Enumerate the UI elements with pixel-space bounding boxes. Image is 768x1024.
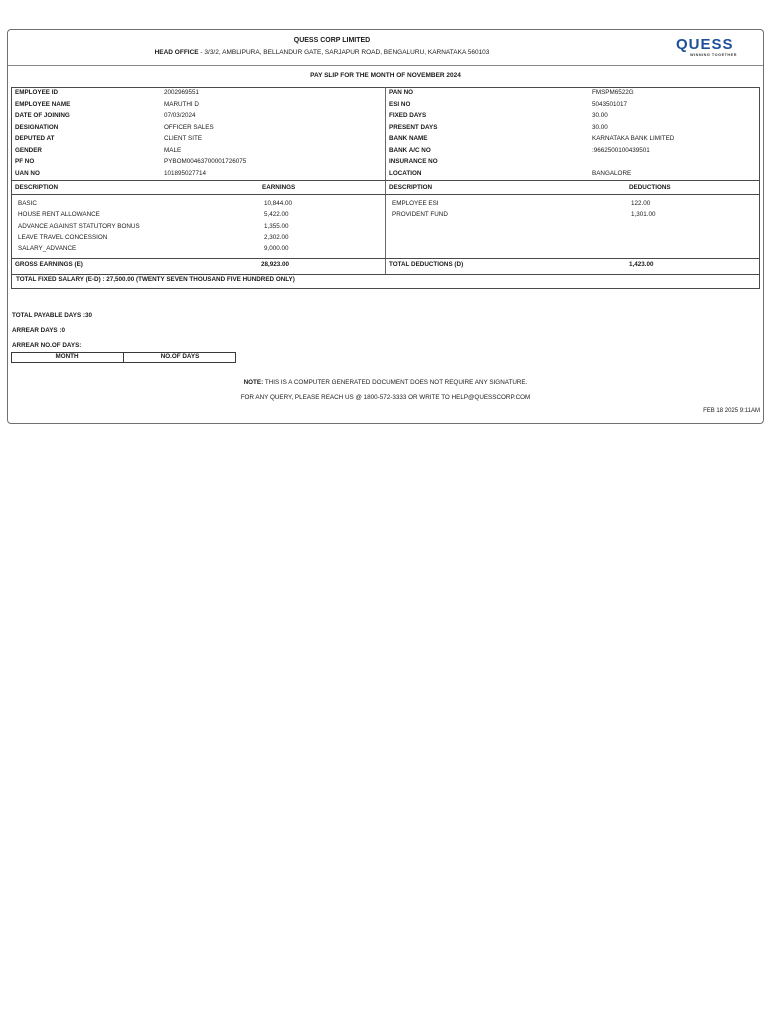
query-line: FOR ANY QUERY, PLEASE REACH US @ 1800-572-3333 OR WRITE TO HELP@QUESSCORP.COM — [240, 394, 531, 401]
label-location: LOCATION — [389, 170, 422, 177]
label-gender: GENDER — [15, 147, 42, 154]
earning-amount: 1,355.00 — [264, 223, 289, 230]
head-office-label: HEAD OFFICE — [154, 49, 199, 56]
label-deputed-at: DEPUTED AT — [15, 135, 55, 142]
value-fixed-days: 30.00 — [592, 112, 608, 119]
earning-description: LEAVE TRAVEL CONCESSION — [18, 234, 108, 241]
logo-tagline: WINNING TOGETHER — [690, 53, 737, 57]
label-esi-no: ESI NO — [389, 101, 411, 108]
deduction-description: EMPLOYEE ESI — [392, 200, 439, 207]
total-fixed-salary: TOTAL FIXED SALARY (E-D) : 27,500.00 (TWENTY SEVEN THOUSAND FIVE HUNDRED ONLY) — [16, 276, 295, 283]
earning-description: ADVANCE AGAINST STATUTORY BONUS — [18, 223, 140, 230]
value-uan-no: 101895027714 — [164, 170, 207, 177]
total-payable-days: TOTAL PAYABLE DAYS :30 — [12, 312, 93, 319]
value-gender: MALE — [164, 147, 182, 154]
value-esi-no: 5043501017 — [592, 101, 628, 108]
label-insurance-no: INSURANCE NO — [389, 158, 438, 165]
deduction-amount: 122.00 — [631, 200, 651, 207]
earning-amount: 2,302.00 — [264, 234, 289, 241]
value-bank-name: KARNATAKA BANK LIMITED — [592, 135, 675, 142]
header-row-divider — [11, 194, 760, 195]
earning-description: BASIC — [18, 200, 37, 207]
quess-logo — [676, 37, 756, 59]
value-designation: OFFICER SALES — [164, 124, 214, 131]
fixed-salary-divider — [11, 274, 760, 275]
value-present-days: 30.00 — [592, 124, 608, 131]
earnings-amount-header: EARNINGS — [262, 184, 296, 191]
value-location: BANGALORE — [592, 170, 632, 177]
value-deputed-at: CLIENT SITE — [164, 135, 203, 142]
value-pan-no: FMSPM6522G — [592, 89, 634, 96]
label-bank-ac-no: BANK A/C NO — [389, 147, 431, 154]
logo-wordmark: QUESS — [676, 36, 734, 53]
deductions-amount-header: DEDUCTIONS — [629, 184, 671, 191]
earning-description: SALARY_ADVANCE — [18, 245, 77, 252]
label-pf-no: PF NO — [15, 158, 35, 165]
head-office-address — [7, 49, 637, 56]
arrear-month-header: MONTH — [55, 353, 79, 360]
arrear-no-of-days: ARREAR NO.OF DAYS: — [12, 342, 82, 349]
gross-earnings-label: GROSS EARNINGS (E) — [15, 261, 83, 268]
value-employee-id: 2002969551 — [164, 89, 200, 96]
total-deductions-value: 1,423.00 — [629, 261, 654, 268]
header-divider — [8, 65, 763, 66]
label-bank-name: BANK NAME — [389, 135, 428, 142]
payslip-title: PAY SLIP FOR THE MONTH OF NOVEMBER 2024 — [310, 72, 461, 79]
generated-timestamp: FEB 18 2025 9:11AM — [703, 408, 760, 414]
earning-amount: 9,000.00 — [264, 245, 289, 252]
center-divider — [385, 87, 386, 275]
deduction-amount: 1,301.00 — [631, 211, 656, 218]
label-designation: DESIGNATION — [15, 124, 59, 131]
note-text: THIS IS A COMPUTER GENERATED DOCUMENT DOES NOT REQUIRE ANY SIGNATURE. — [263, 379, 528, 386]
value-pf-no: PYBOM00463700001726075 — [164, 158, 247, 165]
gross-earnings-value: 28,923.00 — [261, 261, 290, 268]
label-pan-no: PAN NO — [389, 89, 414, 96]
company-name: QUESS CORP LIMITED — [293, 37, 371, 44]
totals-divider — [11, 258, 760, 259]
note-line — [7, 379, 764, 386]
earnings-description-header: DESCRIPTION — [15, 184, 59, 191]
value-bank-ac-no: :9662500100439501 — [592, 147, 650, 154]
total-deductions-label: TOTAL DEDUCTIONS (D) — [389, 261, 464, 268]
earning-description: HOUSE RENT ALLOWANCE — [18, 211, 100, 218]
info-divider — [11, 180, 760, 181]
earning-amount: 5,422.00 — [264, 211, 289, 218]
deductions-description-header: DESCRIPTION — [389, 184, 433, 191]
arrear-days-header: NO.OF DAYS — [160, 353, 200, 360]
earning-amount: 10,844.00 — [264, 200, 293, 207]
label-uan-no: UAN NO — [15, 170, 40, 177]
note-label: NOTE: — [243, 379, 264, 386]
label-present-days: PRESENT DAYS — [389, 124, 438, 131]
value-employee-name: MARUTHI D — [164, 101, 199, 108]
arrear-days: ARREAR DAYS :0 — [12, 327, 65, 334]
value-date-of-joining: 07/03/2024 — [164, 112, 196, 119]
label-employee-name: EMPLOYEE NAME — [15, 101, 71, 108]
label-employee-id: EMPLOYEE ID — [15, 89, 59, 96]
label-fixed-days: FIXED DAYS — [389, 112, 427, 119]
label-date-of-joining: DATE OF JOINING — [15, 112, 70, 119]
deduction-description: PROVIDENT FUND — [392, 211, 448, 218]
head-office-text: - 3/3/2, AMBLIPURA, BELLANDUR GATE, SARJAPUR ROAD, BENGALURU, KARNATAKA 560103 — [198, 49, 490, 56]
